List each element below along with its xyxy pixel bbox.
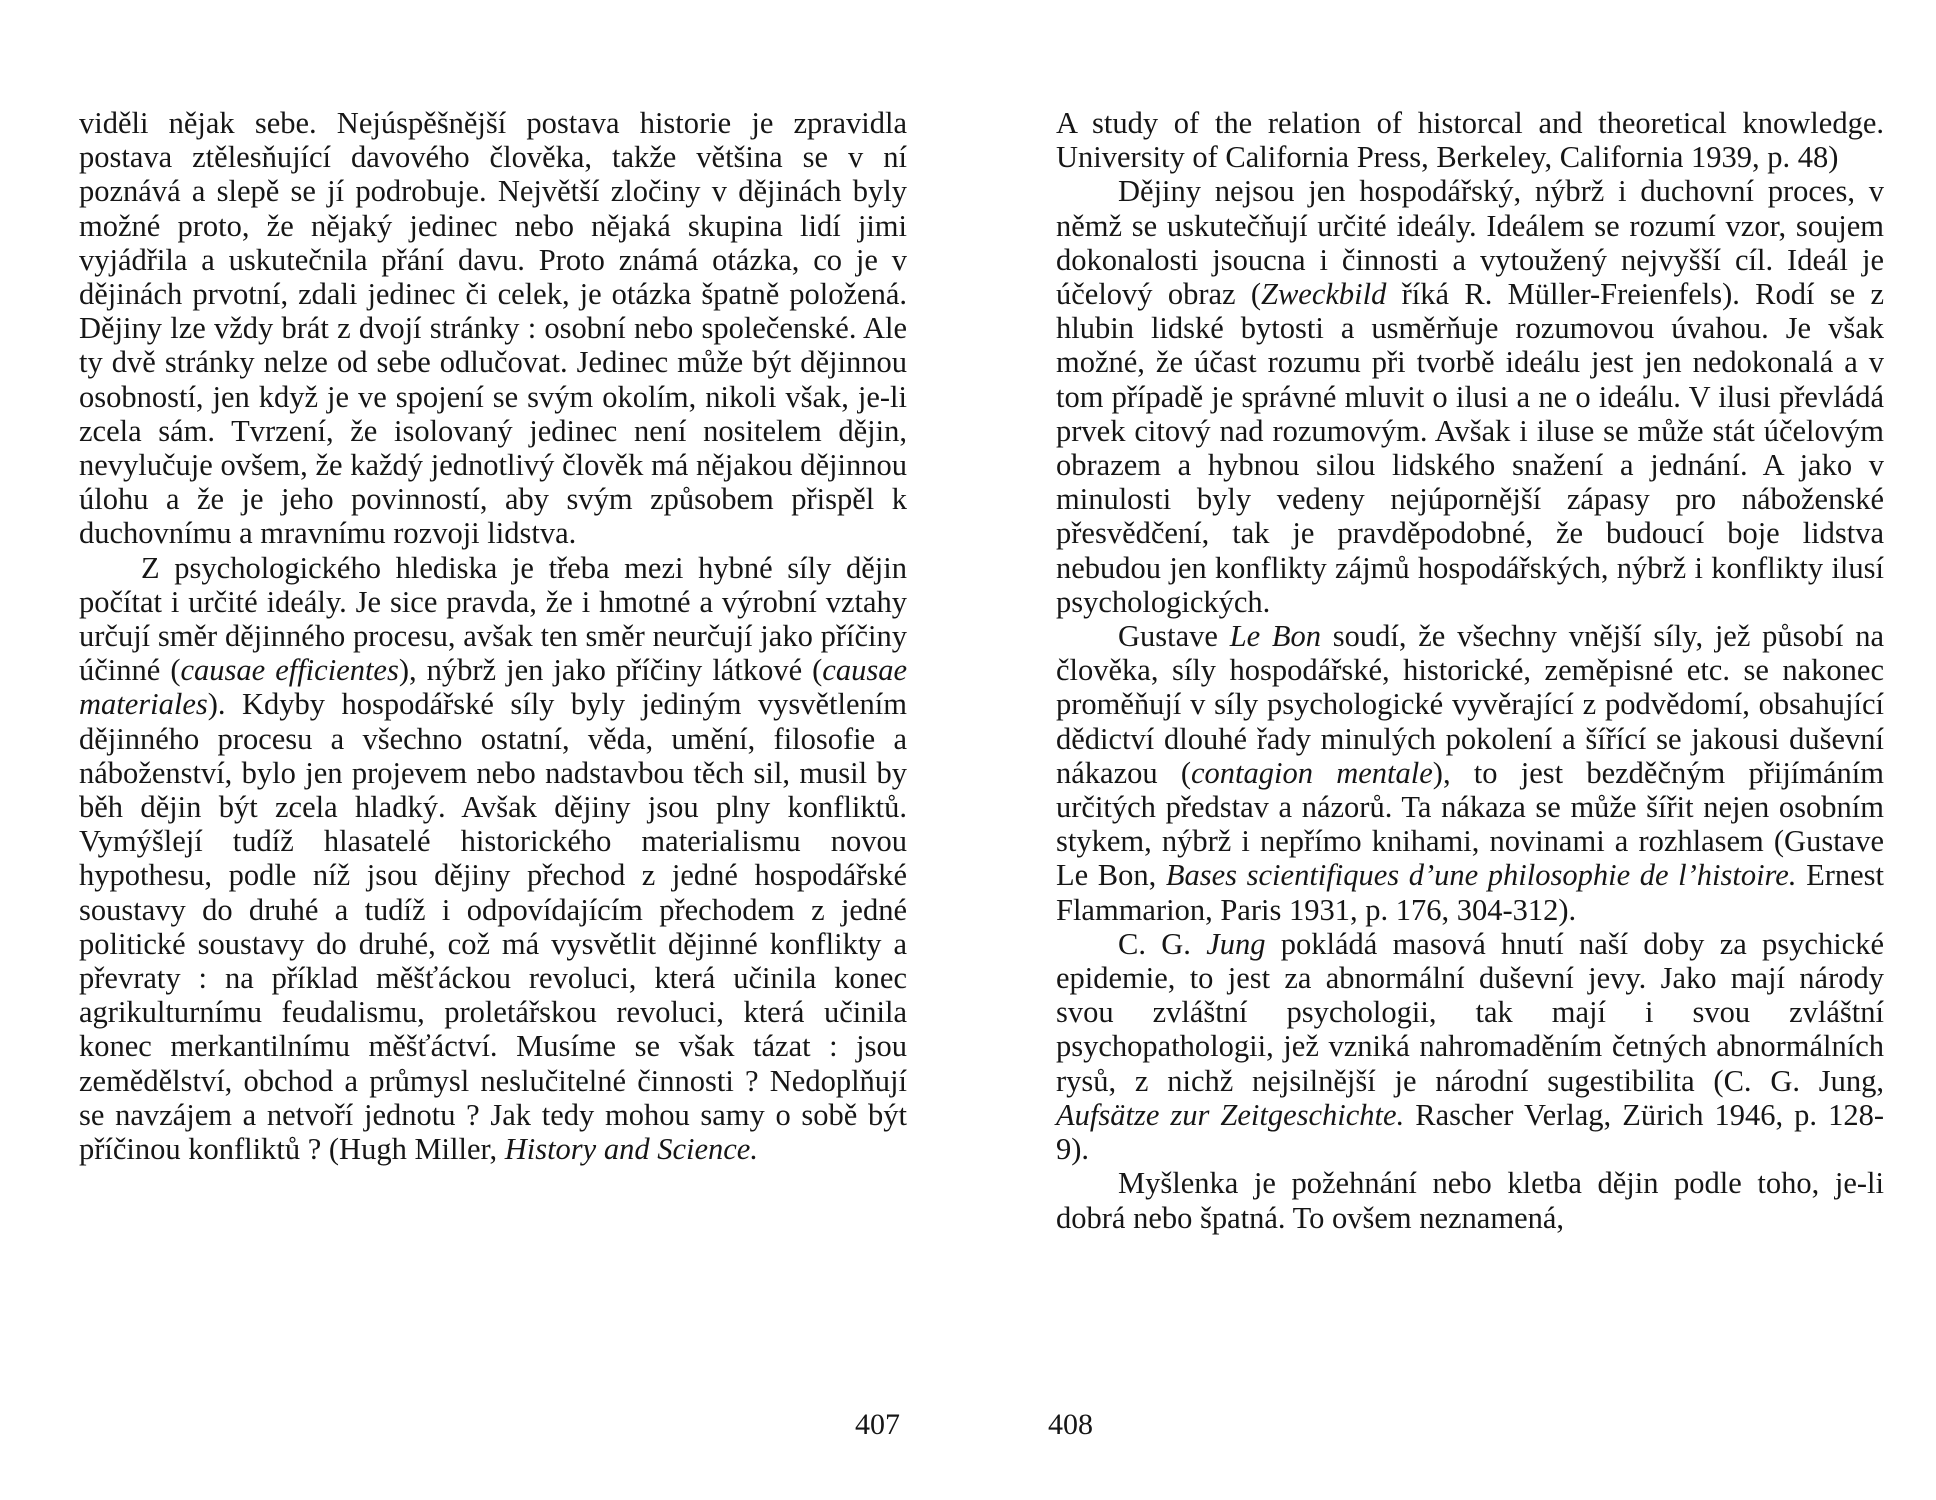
left-page	[79, 106, 907, 1166]
text-run: ), to jest bezděčným přijímáním určitých představ a názorů. Ta nákaza se může šířit nejen osobním stykem, nýbrž i nepřímo knihami, novinami a rozhlasem (Gustave Le Bon,	[1056, 755, 1884, 893]
italic-text: contagion mentale	[1191, 755, 1433, 790]
paragraph	[79, 106, 907, 551]
italic-text: Jung	[1206, 926, 1266, 961]
right-page-number: 408	[1048, 1408, 1093, 1441]
text-run: Gustave	[1118, 619, 1230, 654]
italic-text: causae efficientes	[180, 653, 399, 688]
text-run: Myšlenka je požehnání nebo kletba dějin podle toho, je-li dobrá nebo špatná. To ovšem neznamená,	[1056, 1166, 1884, 1235]
paragraph	[1056, 927, 1884, 1166]
text-run: A study of the relation of historcal and theoretical knowledge. University of California Press, Berkeley, California 1939, p. 48)	[1056, 106, 1884, 175]
italic-text: History and Science.	[504, 1132, 758, 1167]
paragraph	[1056, 619, 1884, 927]
text-run: Z psychologického hlediska je třeba mezi hybné síly dějin počítat i určité ideály. Je sice pravda, že i hmotné a výrobní vztahy určují směr dějinného procesu, avšak ten směr neurčují jako příčiny účinné (	[79, 550, 907, 688]
left-page-text	[79, 106, 907, 1166]
italic-text: causae materiales	[79, 653, 907, 722]
italic-text: Le Bon	[1229, 619, 1322, 654]
text-run: říká R. Müller-Freienfels). Rodí se z hlubin lidské bytosti a usměrňuje rozumovou úvahou. Je však možné, že účast rozumu při tvorbě ideálu jest jen nedokonalá a v tom případě je správné mluvit o ilusi a ne o ideálu. V ilusi převládá prvek citový nad rozumovým. Avšak i iluse se může stát účelovým obrazem a hybnou silou lidského snažení a jednání. A jako v minulosti byly vedeny nejúpornější zápasy pro náboženské přesvědčení, tak je pravděpodobné, že budoucí boje lidstva nebudou jen konflikty zájmů hospodářských, nýbrž i konflikty ilusí psychologických.	[1056, 277, 1884, 619]
text-run: soudí, že všechny vnější síly, jež působí na člověka, síly hospodářské, historické, zeměpisné etc. se nakonec proměňují v síly psychologické vyvěrající z podvědomí, obsahující dědictví dlouhé řady minulých pokolení a šířící se jakousi duševní nákazou (	[1056, 619, 1884, 790]
italic-text: Zweckbild	[1261, 277, 1387, 312]
paragraph	[79, 551, 907, 1167]
right-page-text	[1056, 106, 1884, 1235]
text-run: pokládá masová hnutí naší doby za psychické epidemie, to jest za abnormální duševní jevy. Jako mají národy svou zvláštní psychologii, tak mají i svou zvláštní psychopathologii, jež vzniká nahromaděním četných abnormálních rysů, z nichž nejsilnější je národní sugestibilita (C. G. Jung,	[1056, 926, 1885, 1098]
text-run: ). Kdyby hospodářské síly byly jediným vysvětlením dějinného procesu a všechno ostatní, věda, umění, filosofie a náboženství, bylo jen projevem nebo nadstavbou těch sil, musil by běh dějin být zcela hladký. Avšak dějiny jsou plny konfliktů. Vymýšlejí tudíž hlasatelé historického materialismu novou hypothesu, podle níž jsou dějiny přechod z jedné hospodářské soustavy do druhé a tudíž i odpovídajícím přechodem z jedné politické soustavy do druhé, což má vysvětlit dějinné konflikty a převraty : na příklad měšťáckou revoluci, která učinila konec agrikulturnímu feudalismu, proletářskou revoluci, která učinila konec merkantilnímu měšťáctví. Musíme se však tázat : jsou zemědělství, obchod a průmysl neslučitelné činnosti ? Nedoplňují se navzájem a netvoří jednotu ? Jak tedy mohou samy o sobě být příčinou konfliktů ? (Hugh Miller,	[79, 687, 907, 1167]
text-run: Dějiny nejsou jen hospodářský, nýbrž i duchovní proces, v němž se uskutečňují určité ideály. Ideálem se rozumí vzor, soujem dokonalosti jsoucna i činnosti a vytoužený nejvyšší cíl. Ideál je účelový obraz (	[1056, 174, 1884, 312]
text-run: ), nýbrž jen jako příčiny látkové (	[398, 653, 823, 688]
text-run: Rascher Verlag, Zürich 1946, p. 128-9).	[1056, 1097, 1884, 1167]
paragraph	[1056, 1166, 1884, 1234]
text-run: Ernest Flammarion, Paris 1931, p. 176, 304-312).	[1056, 858, 1885, 927]
italic-text: Aufsätze zur Zeitgeschichte.	[1056, 1097, 1405, 1132]
right-page	[1056, 106, 1884, 1235]
left-page-number: 407	[855, 1408, 900, 1441]
text-run: viděli nějak sebe. Nejúspěšnější postava historie je zpravidla postava ztělesňující davového člověka, takže většina se v ní poznává a slepě se jí podrobuje. Největší zločiny v dějinách byly možné proto, že nějaký jedinec nebo nějaká skupina lidí jimi vyjádřila a uskutečnila přání davu. Proto známá otázka, co je v dějinách prvotní, zdali jedinec či celek, je otázka špatně položená. Dějiny lze vždy brát z dvojí stránky : osobní nebo společenské. Ale ty dvě stránky nelze od sebe odlučovat. Jedinec může být dějinnou osobností, jen když je ve spojení se svým okolím, nikoli však, je-li zcela sám. Tvrzení, že isolovaný jedinec není nositelem dějin, nevylučuje ovšem, že každý jednotlivý člověk má nějakou dějinnou úlohu a že je jeho povinností, aby svým způsobem přispěl k duchovnímu a mravnímu rozvoji lidstva.	[79, 106, 907, 551]
text-run: C. G.	[1118, 926, 1207, 961]
paragraph	[1056, 174, 1884, 619]
italic-text: Bases scientifiques d’une philosophie de l’histoire.	[1165, 858, 1797, 893]
paragraph	[1056, 106, 1884, 174]
